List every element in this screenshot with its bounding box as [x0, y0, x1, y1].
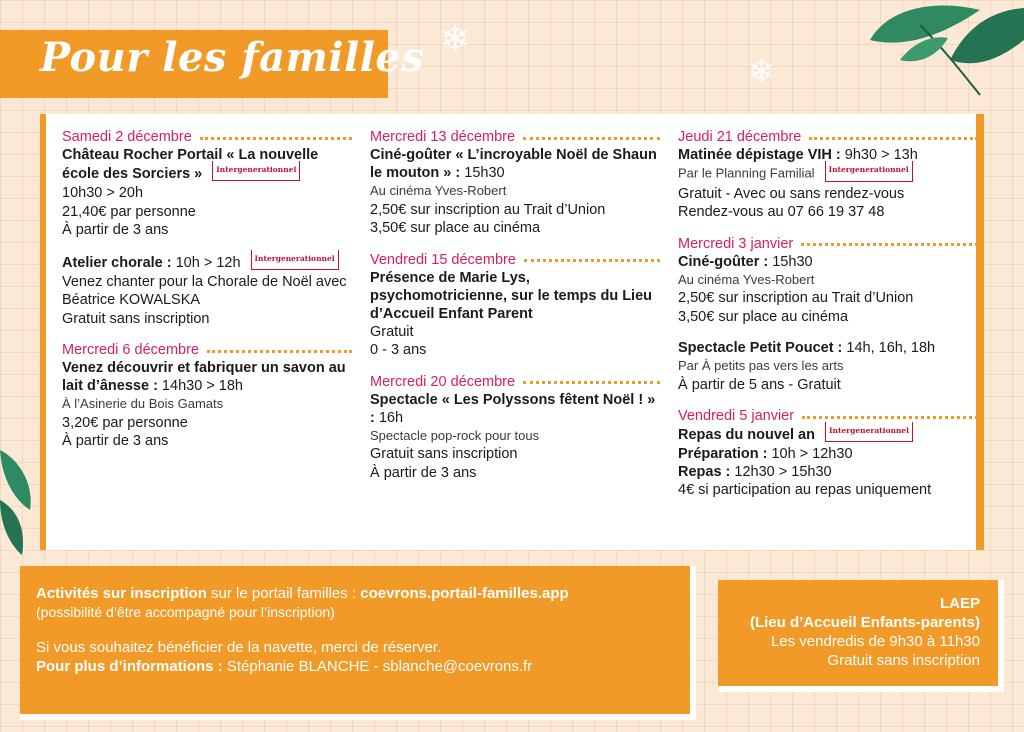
laep-box [718, 580, 1004, 692]
event-item [62, 253, 352, 329]
event-age: À partir de 3 ans [370, 464, 477, 481]
event-repas: Repas : 12h30 > 15h30 [678, 464, 832, 480]
events-column-1 [62, 128, 352, 464]
event-title: Repas du nouvel an Intergenerationnel [678, 425, 978, 445]
event-price: 21,40€ par personne [62, 203, 196, 220]
event-price: Gratuit sans inscription [62, 310, 210, 327]
laep-price: Gratuit sans inscription [827, 652, 980, 669]
dotted-divider [524, 259, 660, 262]
event-location: Au cinéma Yves-Robert [370, 183, 507, 198]
dotted-divider [207, 350, 352, 353]
event-item [370, 373, 660, 483]
intergenerationnel-badge: Intergenerationnel [251, 250, 339, 270]
event-organizer: Par le Planning Familial Intergenerationnel [678, 164, 978, 185]
intergenerationnel-badge: Intergenerationnel [825, 422, 913, 442]
event-item [678, 407, 978, 500]
event-date: Samedi 2 décembre [62, 129, 192, 145]
events-card [40, 114, 984, 550]
event-price: Gratuit - Avec ou sans rendez-vous [678, 185, 905, 202]
contact-email[interactable]: Stéphanie BLANCHE - sblanche@coevrons.fr [222, 658, 533, 675]
event-phone: Rendez-vous au 07 66 19 37 48 [678, 204, 885, 220]
event-date: Mercredi 3 janvier [678, 235, 794, 252]
event-organizer: Par À petits pas vers les arts [678, 358, 844, 373]
inscription-line: Activités sur inscription sur le portail familles : coevrons.portail-familles.app [36, 585, 569, 602]
event-title: Ciné-goûter « L’incroyable Noël de Shaun le mouton » : 15h30 [370, 147, 657, 181]
event-price: 2,50€ sur inscription au Trait d’Union [370, 201, 606, 218]
laep-subtitle: (Lieu d’Accueil Enfants-parents) [749, 614, 980, 631]
event-title: Atelier chorale : 10h > 12h Intergenerationnel [62, 253, 352, 273]
event-date: Mercredi 20 décembre [370, 373, 516, 390]
event-age: À partir de 3 ans [62, 222, 169, 238]
event-price: 3,20€ par personne [62, 414, 188, 431]
event-time: 10h30 > 20h [62, 185, 144, 201]
event-item [370, 128, 660, 238]
event-item [678, 339, 978, 394]
laep-title: LAEP [939, 595, 980, 612]
leaves-decoration-left [0, 430, 40, 560]
event-location: Au cinéma Yves-Robert [678, 271, 815, 287]
event-price: Gratuit [370, 323, 414, 340]
portal-link[interactable]: coevrons.portail-familles.app [360, 585, 569, 602]
event-title: Matinée dépistage VIH : 9h30 > 13h [678, 147, 918, 163]
event-price: 3,50€ sur place au cinéma [678, 308, 849, 325]
dotted-divider [523, 137, 660, 140]
laep-schedule: Les vendredis de 9h30 à 11h30 [770, 633, 980, 650]
events-column-2 [370, 128, 660, 495]
event-item [678, 128, 978, 222]
event-date: Mercredi 6 décembre [62, 342, 199, 358]
event-price: 4€ si participation au repas uniquement [678, 482, 932, 498]
event-description: Spectacle pop-rock pour tous [370, 427, 540, 443]
snowflake-icon: ❄ [440, 18, 471, 59]
event-title: Venez découvrir et fabriquer un savon au lait d’ânesse : 14h30 > 18h [62, 360, 346, 394]
event-date: Vendredi 15 décembre [370, 251, 516, 268]
intergenerationnel-badge: Intergenerationnel [825, 161, 913, 182]
event-age: 0 - 3 ans [370, 342, 427, 358]
event-description: Venez chanter pour la Chorale de Noël avec Béatrice KOWALSKA [62, 273, 347, 308]
event-item [62, 128, 352, 240]
leaves-decoration-top-right [830, 0, 1024, 100]
event-title: Présence de Marie Lys, psychomotricienne, sur le temps du Lieu d’Accueil Enfant Parent [370, 269, 653, 322]
event-price: 2,50€ sur inscription au Trait d’Union [678, 290, 914, 306]
inscription-note: (possibilité d’être accompagné pour l’inscription) [36, 604, 335, 620]
snowflake-icon: ❄ [748, 53, 775, 89]
page-title: Pour les familles [40, 34, 425, 81]
event-location: À l’Asinerie du Bois Gamats [62, 396, 224, 411]
intergenerationnel-badge: Intergenerationnel [212, 161, 300, 181]
event-item [678, 235, 978, 327]
events-column-3 [678, 128, 978, 513]
dotted-divider [809, 137, 978, 140]
dotted-divider [801, 243, 978, 246]
event-item [62, 341, 352, 451]
dotted-divider [200, 137, 352, 140]
event-title: Ciné-goûter : 15h30 [678, 253, 813, 270]
event-title: Spectacle Petit Poucet : 14h, 16h, 18h [678, 340, 936, 356]
dotted-divider [523, 381, 660, 384]
navette-note: Si vous souhaitez bénéficier de la navette, merci de réserver. [36, 639, 442, 656]
event-price: 3,50€ sur place au cinéma [370, 220, 541, 236]
event-date: Vendredi 5 janvier [678, 408, 795, 424]
event-age: À partir de 3 ans [62, 433, 169, 449]
event-date: Mercredi 13 décembre [370, 129, 516, 145]
event-price: Gratuit sans inscription [370, 446, 518, 462]
event-title: Spectacle « Les Polyssons fêtent Noël ! » : 16h [370, 391, 656, 426]
info-footer [20, 566, 696, 720]
dotted-divider [802, 416, 978, 419]
event-date: Jeudi 21 décembre [678, 129, 802, 145]
event-preparation: Préparation : 10h > 12h30 [678, 446, 853, 462]
contact-line: Pour plus d’informations : Stéphanie BLANCHE - sblanche@coevrons.fr [36, 658, 533, 675]
event-age: À partir de 5 ans - Gratuit [678, 376, 841, 393]
event-item [370, 251, 660, 360]
event-title: Château Rocher Portail « La nouvelle école des Sorciers » Intergenerationnel [62, 147, 319, 182]
